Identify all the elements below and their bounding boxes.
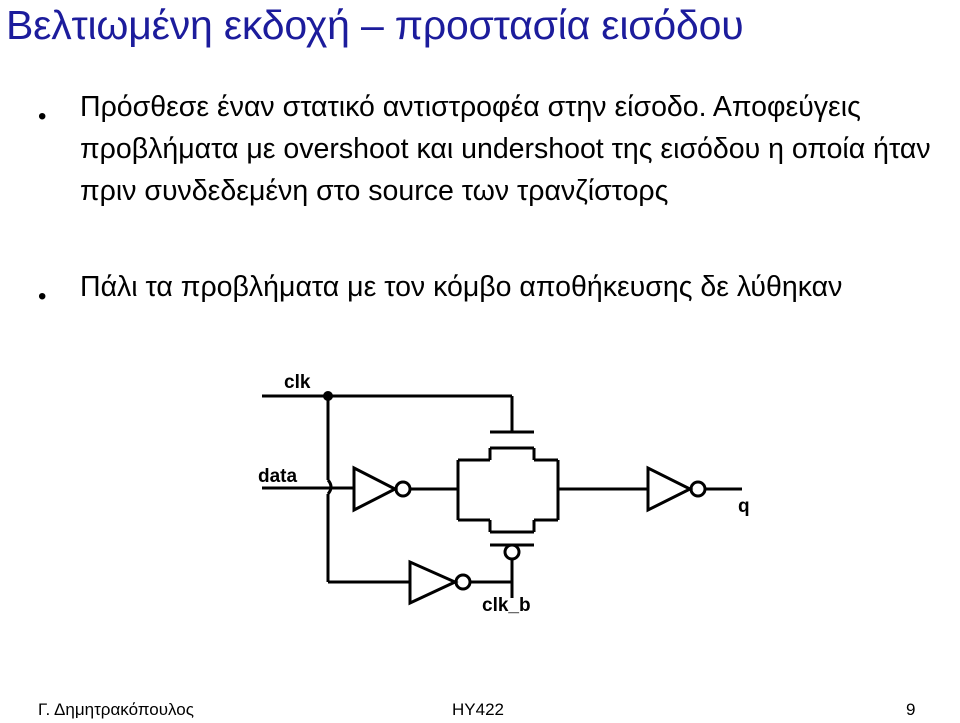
bullet-dot: • xyxy=(38,103,47,130)
input-inverter xyxy=(354,468,395,510)
clk-label: clk xyxy=(284,372,311,393)
footer-page-number: 9 xyxy=(906,700,916,719)
clk-inverter xyxy=(410,562,455,603)
clk-b-label: clk_b xyxy=(482,595,531,616)
bullet-text: Πρόσθεσε έναν στατικό αντιστροφέα στην είσοδο. Αποφεύγεις προβλήματα με overshoot και undershoot της εισόδου η οποία ήταν πριν συνδεδεμένη στο source των τρανζίστορς xyxy=(80,91,931,207)
data-label: data xyxy=(258,466,298,487)
bullet-dot: • xyxy=(38,283,47,310)
junction-dot xyxy=(323,391,333,401)
slide-title: Βελτιωμένη εκδοχή – προστασία εισόδου xyxy=(6,2,744,48)
bullet-text: Πάλι τα προβλήματα με τον κόμβο αποθήκευσης δε λύθηκαν xyxy=(80,271,843,303)
output-inverter xyxy=(648,468,690,510)
circuit-schematic xyxy=(240,360,780,630)
footer-author: Γ. Δημητρακόπουλος xyxy=(38,700,194,719)
footer-course: ΗΥ422 xyxy=(452,700,504,719)
q-label: q xyxy=(738,496,750,517)
